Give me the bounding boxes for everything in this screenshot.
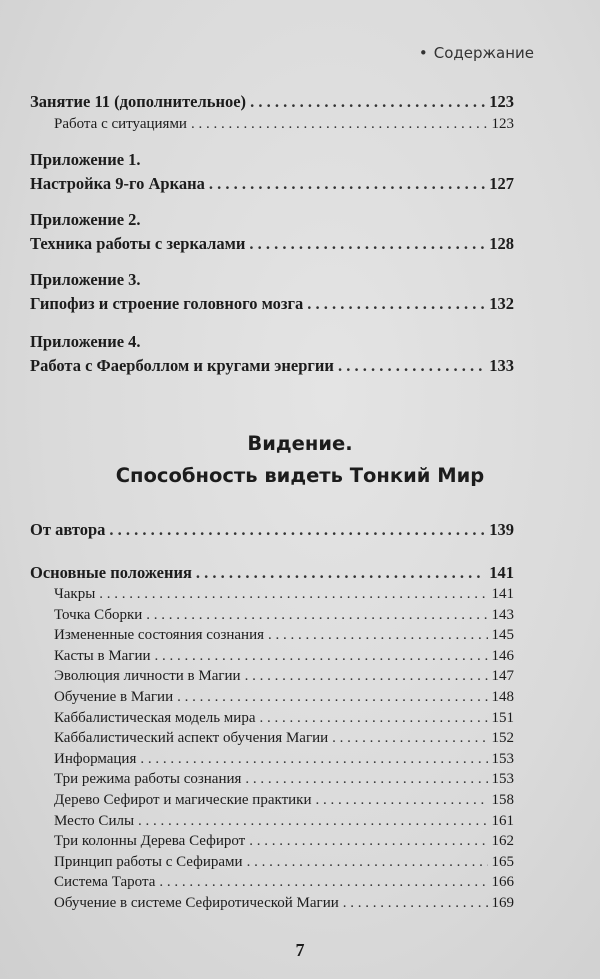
toc-subentry	[30, 710, 514, 727]
leader-dots	[259, 710, 487, 727]
toc-entry-page: 153	[491, 771, 514, 788]
toc-entry	[30, 92, 514, 112]
toc-entry-title: Основные положения	[30, 563, 192, 582]
toc-subentry	[30, 854, 514, 871]
leader-dots	[268, 627, 487, 644]
toc-subentry	[30, 771, 514, 788]
toc-entry-title: Место Силы	[54, 812, 135, 829]
toc-entry-title: Чакры	[54, 586, 96, 602]
toc-entry-title: Каббалистическая модель мира	[54, 709, 256, 726]
running-head-text: Содержание	[433, 44, 534, 62]
toc-subentry	[30, 730, 514, 747]
section-title-line1: Видение.	[247, 432, 353, 455]
leader-dots	[343, 895, 488, 912]
toc-entry	[30, 563, 514, 583]
toc-entry-page: 145	[491, 627, 514, 644]
section-title-line2: Способность видеть Тонкий Мир	[115, 464, 485, 487]
toc-entry-page: 148	[491, 689, 514, 705]
appendix-label: Приложение 1.	[30, 150, 141, 169]
toc-entry-page: 147	[491, 668, 514, 685]
toc-entry-title: Точка Сборки	[54, 606, 143, 623]
toc-entry-page: 146	[491, 647, 514, 664]
leader-dots	[196, 563, 485, 583]
toc-entry-title: Эволюция личности в Магии	[54, 668, 241, 685]
toc-entry-title: Настройка 9-го Аркана	[30, 174, 205, 193]
toc-entry-title: От автора	[30, 520, 106, 539]
toc-subentry	[30, 627, 514, 644]
leader-dots	[245, 668, 488, 685]
toc-entry-title: Три режима работы сознания	[54, 771, 242, 788]
toc-subentry	[30, 586, 514, 603]
leader-dots	[177, 689, 487, 706]
toc-subentry	[30, 833, 514, 850]
appendix-label: Приложение 4.	[30, 332, 141, 351]
toc-entry	[30, 234, 514, 254]
toc-entry-page: 152	[491, 730, 514, 747]
leader-dots	[245, 771, 487, 788]
toc-subentry	[30, 895, 514, 912]
toc-entry-title: Каббалистический аспект обучения Магии	[54, 730, 329, 747]
leader-dots	[250, 92, 485, 112]
toc-entry-page: 166	[491, 874, 514, 891]
toc-entry-page: 165	[491, 853, 514, 870]
toc-entry-page: 133	[489, 356, 514, 375]
toc-entry-page: 161	[491, 812, 514, 829]
toc-entry	[30, 174, 514, 194]
toc-subentry	[30, 792, 514, 809]
toc-subentry	[30, 689, 514, 706]
leader-dots	[99, 586, 487, 603]
toc-entry	[30, 294, 514, 314]
running-head	[419, 44, 534, 62]
toc-entry-page: 141	[491, 586, 514, 602]
toc-entry-page: 127	[489, 174, 514, 193]
toc-subentry	[30, 668, 514, 685]
toc-entry-title: Работа с ситуациями	[54, 116, 187, 132]
toc-subentry	[30, 648, 514, 665]
leader-dots	[138, 813, 487, 830]
toc-subentry	[30, 607, 514, 624]
toc-entry-title: Работа с Фаерболлом и кругами энергии	[30, 356, 334, 375]
toc-entry-page: 151	[491, 709, 514, 726]
leader-dots	[338, 356, 485, 376]
leader-dots	[307, 294, 485, 314]
toc-entry-page: 143	[491, 606, 514, 623]
toc-entry-page: 158	[491, 792, 514, 808]
toc-entry-page: 162	[491, 833, 514, 850]
leader-dots	[146, 607, 487, 624]
toc-entry-page: 123	[491, 116, 514, 132]
toc-entry-title: Информация	[54, 750, 137, 767]
leader-dots	[140, 751, 487, 768]
toc-entry-page: 139	[489, 520, 514, 539]
toc-subentry	[30, 813, 514, 830]
toc-entry-title: Обучение в системе Сефиротической Магии	[54, 895, 339, 911]
leader-dots	[249, 833, 487, 850]
toc-entry	[30, 356, 514, 376]
leader-dots	[247, 854, 488, 871]
appendix-label: Приложение 3.	[30, 270, 141, 289]
toc-entry-page: 128	[489, 234, 514, 253]
appendix-label: Приложение 2.	[30, 210, 141, 229]
toc-entry-title: Занятие 11 (дополнительное)	[30, 92, 247, 111]
leader-dots	[159, 874, 487, 891]
toc-entry-page: 169	[491, 895, 514, 911]
toc-entry-page: 132	[489, 294, 514, 313]
leader-dots	[109, 520, 485, 540]
page-number: 7	[295, 940, 305, 960]
toc-entry-title: Дерево Сефирот и магические практики	[54, 792, 312, 808]
toc-entry-title: Обучение в Магии	[54, 689, 174, 705]
toc-entry-title: Три колонны Дерева Сефирот	[54, 833, 246, 850]
toc-entry-title: Касты в Магии	[54, 647, 151, 664]
toc-subentry	[30, 751, 514, 768]
leader-dots	[315, 792, 487, 809]
toc-entry-title: Система Тарота	[54, 874, 156, 891]
leader-dots	[155, 648, 488, 665]
leader-dots	[191, 116, 488, 133]
toc-entry-page: 123	[489, 92, 514, 111]
toc-entry-page: 141	[489, 563, 514, 582]
toc-entry-title: Гипофиз и строение головного мозга	[30, 294, 304, 313]
leader-dots	[209, 174, 485, 194]
bullet-icon: •	[418, 44, 428, 62]
toc-subentry	[30, 116, 514, 133]
toc-entry-title: Измененные состояния сознания	[54, 627, 265, 644]
toc-entry-title: Принцип работы с Сефирами	[54, 853, 243, 870]
toc-subentry	[30, 874, 514, 891]
toc-entry	[30, 520, 514, 540]
leader-dots	[332, 730, 487, 747]
toc-entry-title: Техника работы с зеркалами	[30, 234, 246, 253]
toc-entry-page: 153	[491, 750, 514, 767]
leader-dots	[249, 234, 485, 254]
